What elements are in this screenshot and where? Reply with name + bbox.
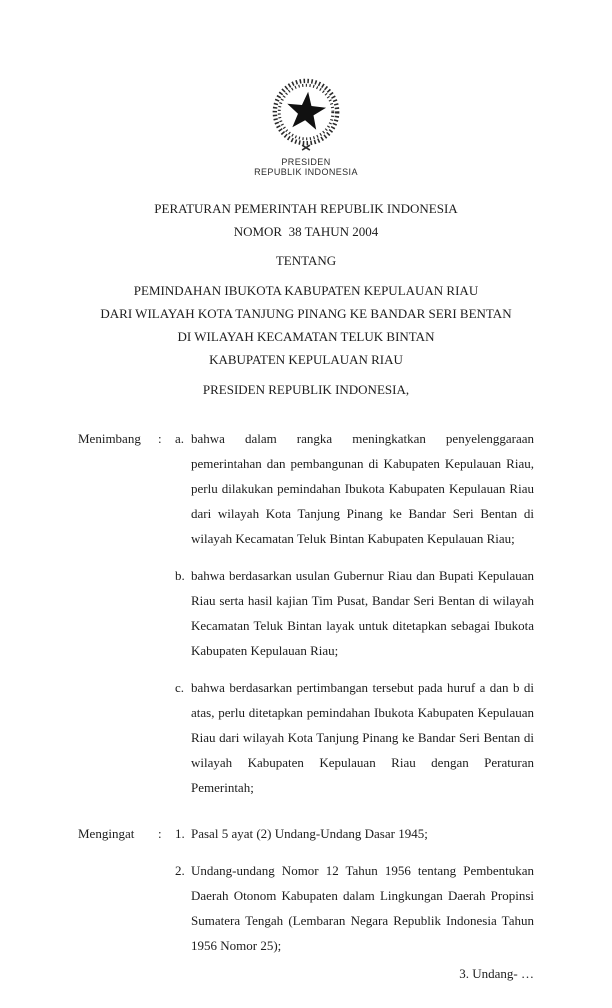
item-marker: a. xyxy=(175,431,185,446)
mengingat-item-1 xyxy=(78,821,534,846)
tentang-label: TENTANG xyxy=(275,253,337,268)
regulation-title xyxy=(78,279,534,371)
item-text: bahwa dalam rangka meningkatkan penyelenggaraan pemerintahan dan pembangunan di Kabupaten Kepulauan Riau, perlu dilakukan pemindahan Ibukota Kabupaten Kepulauan Riau dari wilayah Kota Tanjung Pinang ke Bandar Seri Bentan di wilayah Kecamatan Teluk Bintan Kabupaten Kepulauan Riau; xyxy=(191,431,534,546)
menimbang-colon: : xyxy=(158,431,162,446)
item-text: Pasal 5 ayat (2) Undang-Undang Dasar 1945; xyxy=(191,826,428,841)
document-header xyxy=(78,197,534,272)
regulation-type-line: PERATURAN PEMERINTAH REPUBLIK INDONESIA xyxy=(154,201,458,216)
item-text: bahwa berdasarkan usulan Gubernur Riau dan Bupati Kepulauan Riau serta hasil kajian Tim Pusat, Bandar Seri Bentan di wilayah Kecamatan Teluk Bintan layak untuk ditetapkan sebagai Ibukota Kabupaten Kepulauan Riau; xyxy=(191,568,534,658)
regulation-number-line: NOMOR 38 TAHUN 2004 xyxy=(233,224,379,239)
menimbang-item-a xyxy=(78,426,534,551)
menimbang-item-b xyxy=(78,563,534,663)
emblem-caption-presiden: PRESIDEN xyxy=(281,157,331,167)
title-line-4: KABUPATEN KEPULAUAN RIAU xyxy=(209,352,403,367)
emblem-caption xyxy=(78,157,534,177)
menimbang-item-c xyxy=(78,675,534,800)
salutation-line: PRESIDEN REPUBLIK INDONESIA, xyxy=(202,382,410,397)
item-marker: 2. xyxy=(175,863,185,878)
emblem-caption-republik-indonesia: REPUBLIK INDONESIA xyxy=(254,167,358,177)
page-catchword: 3. Undang- … xyxy=(459,966,534,981)
mengingat-item-2 xyxy=(78,858,534,958)
menimbang-label: Menimbang xyxy=(78,431,141,446)
item-marker: b. xyxy=(175,568,185,583)
title-line-3: DI WILAYAH KECAMATAN TELUK BINTAN xyxy=(177,329,435,344)
item-text: Undang-undang Nomor 12 Tahun 1956 tentang Pembentukan Daerah Otonom Kabupaten dalam Lingkungan Daerah Propinsi Sumatera Tengah (Lembaran Negara Republik Indonesia Tahun 1956 Nomor 25); xyxy=(191,863,534,953)
item-marker: 1. xyxy=(175,826,185,841)
menimbang-section xyxy=(78,426,534,800)
title-line-2: DARI WILAYAH KOTA TANJUNG PINANG KE BANDAR SERI BENTAN xyxy=(100,306,512,321)
title-line-1: PEMINDAHAN IBUKOTA KABUPATEN KEPULAUAN RIAU xyxy=(133,283,479,298)
mengingat-section xyxy=(78,821,534,958)
presidential-emblem xyxy=(78,76,534,177)
star-wreath-emblem-icon xyxy=(267,76,345,152)
item-marker: c. xyxy=(175,680,185,695)
mengingat-label: Mengingat xyxy=(78,826,135,841)
mengingat-colon: : xyxy=(158,826,162,841)
item-text: bahwa berdasarkan pertimbangan tersebut pada huruf a dan b di atas, perlu ditetapkan pemindahan Ibukota Kabupaten Kepulauan Riau dari wilayah Kota Tanjung Pinang ke Bandar Seri Bentan di wilayah Kabupaten Kepulauan Riau dengan Peraturan Pemerintah; xyxy=(191,680,534,795)
